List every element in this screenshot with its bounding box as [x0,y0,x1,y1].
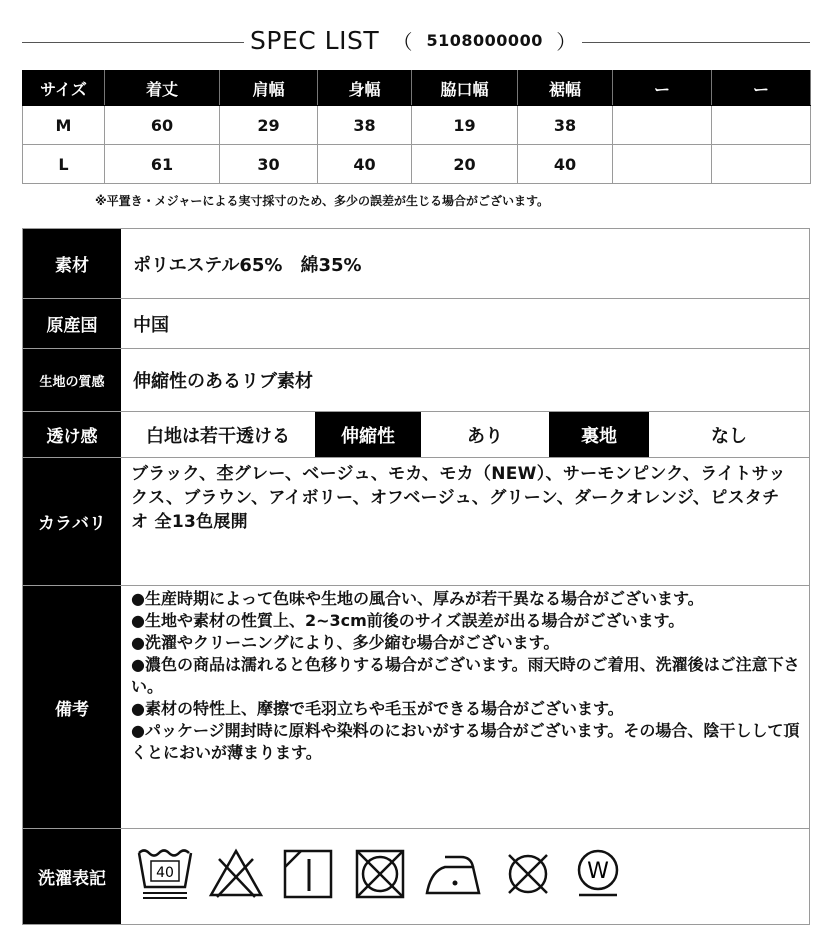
header-rule-left [22,42,244,43]
size-header-shoulder: 肩幅 [220,71,318,106]
stretch-value: あり [467,425,503,447]
fabric-quality-value: 伸縮性のあるリブ素材 [133,371,313,392]
size-cell: L [23,145,105,184]
spec-table [22,228,810,925]
material-row [23,229,809,299]
size-cell [613,106,712,145]
size-cell: 30 [220,145,318,184]
origin-value: 中国 [133,315,169,336]
table-row [23,106,811,145]
notes-label: 備考 [23,586,121,828]
colors-label: カラバリ [23,458,121,585]
size-cell: 40 [318,145,412,184]
size-header-size: サイズ [23,71,105,106]
product-code: 5108000000 [426,31,543,50]
size-note: ※平置き・メジャーによる実寸採寸のため、多少の誤差が生じる場合がございます。 [95,194,549,208]
size-cell [613,145,712,184]
iron-low-icon [421,843,487,905]
size-header-hem: 裾幅 [518,71,613,106]
no-bleach-icon [205,843,267,905]
size-cell: 38 [518,106,613,145]
stretch-label: 伸縮性 [315,412,421,457]
size-cell: 20 [412,145,518,184]
wet-clean-letter: W [587,859,609,884]
size-cell: 19 [412,106,518,145]
washtub-40-icon [135,843,197,905]
title-paren-open: （ [392,30,414,54]
material-value: ポリエステル65% 綿35% [133,255,362,276]
fabric-quality-row [23,349,809,412]
list-item: ●パッケージ開封時に原料や染料のにおいがする場合がございます。その場合、陰干しして頂くとにおいが薄まります。 [131,721,800,762]
sheer-row [23,412,809,458]
size-cell [712,145,811,184]
spec-title-text: SPEC LIST [250,26,380,55]
origin-label: 原産国 [23,299,121,348]
wash-temp-text: 40 [156,865,174,881]
care-label: 洗濯表記 [23,829,121,924]
spec-title [250,26,580,55]
list-item: ●濃色の商品は濡れると色移りする場合がございます。雨天時のご着用、洗濯後はご注意下さい。 [131,655,800,696]
size-header-blank-2: ー [712,71,811,106]
no-tumble-dry-icon [349,843,411,905]
size-cell: 38 [318,106,412,145]
lining-value: なし [711,425,747,447]
list-item: ●生産時期によって色味や生地の風合い、厚みが若干異なる場合がございます。 [131,589,704,608]
colors-row [23,458,809,586]
spec-header [0,24,832,60]
size-cell: M [23,106,105,145]
material-label: 素材 [23,229,121,298]
size-header-length: 着丈 [105,71,220,106]
size-cell: 29 [220,106,318,145]
header-rule-right [582,42,810,43]
notes-list [131,588,803,764]
wet-clean-icon [567,843,629,905]
size-cell: 60 [105,106,220,145]
size-header-body-width: 身幅 [318,71,412,106]
list-item: ●素材の特性上、摩擦で毛羽立ちや毛玉ができる場合がございます。 [131,699,624,718]
title-paren-close: ） [556,30,577,54]
origin-row [23,299,809,349]
line-dry-shade-icon [277,843,339,905]
list-item: ●生地や素材の性質上、2~3cm前後のサイズ誤差が出る場合がございます。 [131,611,685,630]
table-row [23,145,811,184]
size-cell [712,106,811,145]
sheer-label: 透け感 [23,412,121,457]
list-item: ●洗濯やクリーニングにより、多少縮む場合がございます。 [131,633,560,652]
size-header-blank-1: ー [613,71,712,106]
fabric-quality-label: 生地の質感 [23,349,121,411]
size-table [22,70,811,184]
size-header-armhole: 脇口幅 [412,71,518,106]
sheer-value: 白地は若干透ける [146,425,290,447]
size-table-header-row [23,71,811,106]
lining-label: 裏地 [549,412,649,457]
size-cell: 61 [105,145,220,184]
no-dry-clean-icon [497,843,559,905]
notes-row [23,586,809,829]
size-cell: 40 [518,145,613,184]
colors-value: ブラック、杢グレー、ベージュ、モカ、モカ（NEW）、サーモンピンク、ライトサックス、ブラウン、アイボリー、オフベージュ、グリーン、ダークオレンジ、ピスタチオ 全13色展開 [131,464,786,532]
care-row [23,829,809,924]
